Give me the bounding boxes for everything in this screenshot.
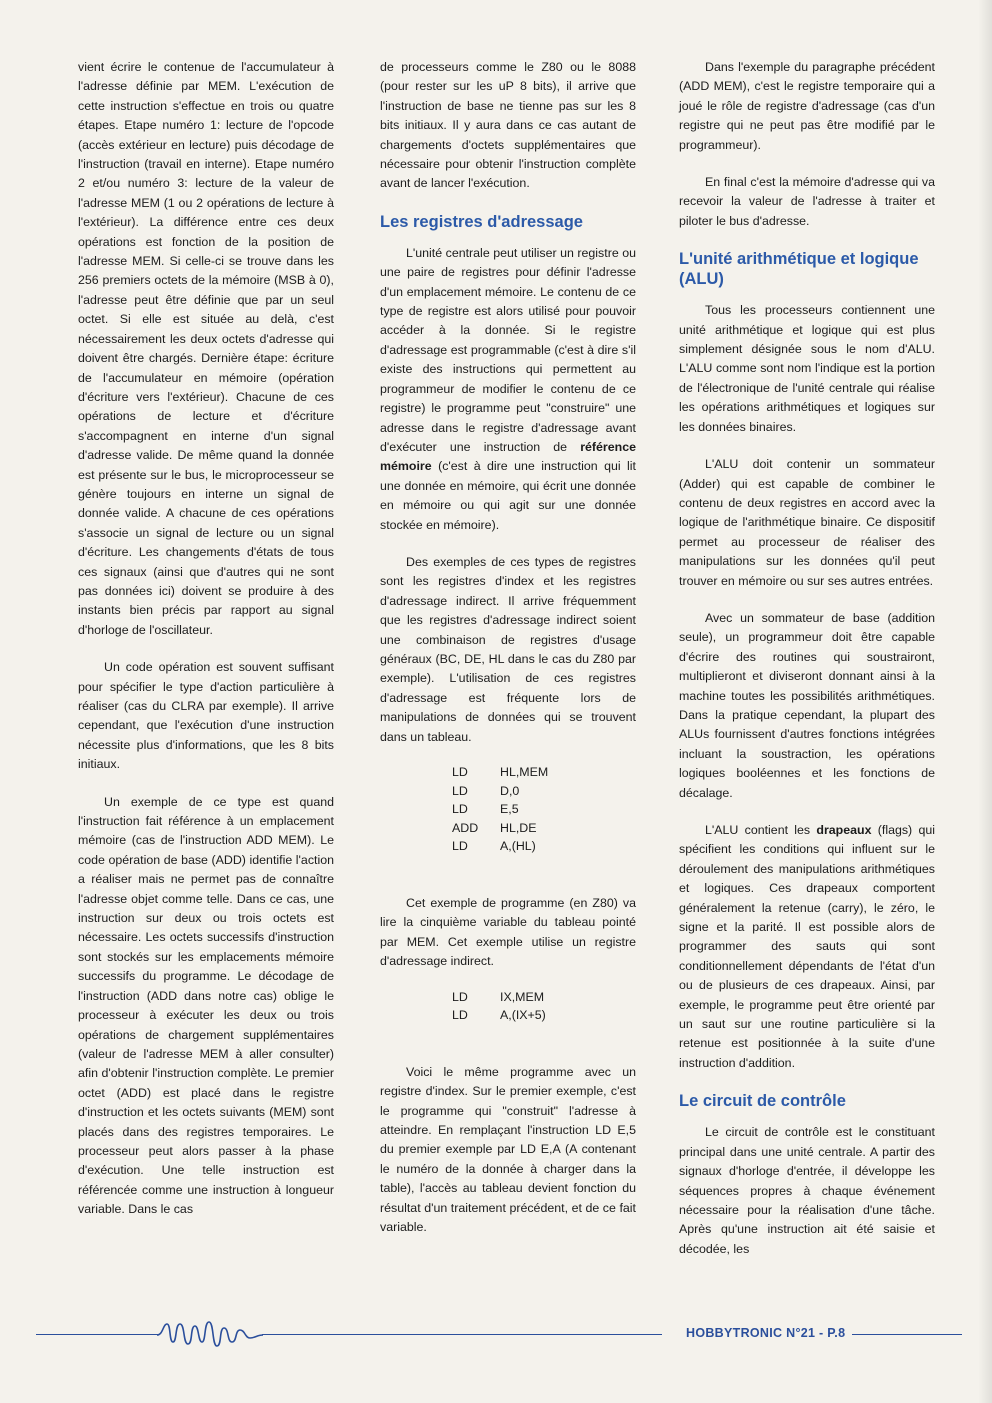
waveform-icon [155, 1316, 265, 1352]
paragraph: Un exemple de ce type est quand l'instruction fait référence à un emplacement mémoire (cas de l'instruction ADD MEM). Le code opération de base (ADD) identifie l'action a réaliser mais ne permet pas de connaître l'adresse objet comme telle. Dans ce cas, une instruction sur deux ou trois octets est nécessaire. Les octets successifs d'instruction sont stockés sur les emplacements mémoire successifs du programme. Le décodage de l'instruction (ADD dans notre cas) oblige le processeur à exécuter les deux ou trois opérations de chargement supplémentaires (valeur de l'adresse MEM à aller consulter) afin d'obtenir l'instruction complète. Le premier octet (ADD) est placé dans le registre d'instruction et les octets suivants (MEM) sont placés dans des registres temporaires. Le processeur peut alors passer à la phase d'exécution. Une telle instruction est référencée comme une instruction à longueur variable. Dans le cas [78, 794, 334, 1217]
section-heading: Le circuit de contrôle [679, 1092, 846, 1111]
page-footer [0, 1316, 992, 1356]
code-operand: E,5 [500, 802, 519, 817]
column-3 [679, 58, 935, 1277]
paragraph: Voici le même programme avec un registre d'index. Sur le premier exemple, c'est le programme qui "construit" l'adresse à atteindre. En remplaçant l'instruction LD E,5 du premier exemple par LD E,A (A contenant le numéro de la donnée à charger dans la table), l'accès au tableau devient fonction du résultat d'un traitement précédent, et de ce fait variable. [380, 1064, 636, 1235]
section-heading: Les registres d'adressage [380, 212, 583, 231]
code-operand: A,(IX+5) [500, 1008, 546, 1023]
paragraph: vient écrire le contenue de l'accumulateur à l'adresse définie par MEM. L'exécution de cette instruction s'effectue en trois ou quatre étapes. Etape numéro 1: lecture de l'opcode (accès extérieur en lecture) puis décodage de l'instruction (travail en interne). Etape numéro 2 et/ou numéro 3: lecture de la valeur de l'adresse MEM (1 ou 2 opérations de lecture à l'extérieur). La différence entre ces deux opérations est fonction de la position de l'adresse MEM. Si celle-ci se trouve dans les 256 premiers octets de la mémoire (MSB à 0), l'adresse peut être définie que par un seul octet. Si elle est située au delà, c'est nécessairement les deux octets d'adresse qui doivent être chargés. Dernière étape: écriture de l'accumulateur en mémoire (opération d'écriture vers l'extérieur). Chacune de ces opérations de lecture et d'écriture s'accompagnent en interne d'un signal d'adresse valide. De même quand la donnée est présente sur le bus, le microprocesseur se génère toujours en interne un signal de donnée valide. A chacune de ces opérations s'associe un signal de lecture ou un signal d'écriture. Les changements d'états de tous ces signaux (ainsi que d'autres qui ne sont pas données ici) doivent se produire à des instants bien précis par rapport au signal d'horloge de l'oscillateur. [78, 60, 334, 637]
section-heading: L'unité arithmétique et logique (ALU) [679, 250, 919, 289]
code-listing-2 [452, 990, 546, 1027]
footer-rule [852, 1334, 962, 1335]
code-line [452, 784, 548, 803]
page-footer-label: HOBBYTRONIC N°21 - P.8 [686, 1326, 846, 1340]
bold-term: drapeaux [816, 823, 872, 837]
paragraph-text: (flags) qui spécifient les conditions qui influent sur le déroulement des manipulations arithmétiques et logiques. Ces drapeaux comportent généralement la retenue (carry), le zéro, le signe et la parité. Il est possible alors de programmer des sauts qui sont conditionnellement dépendants de l'état d'un ou de plusieurs de ces drapeaux. Ainsi, par exemple, le programme peut être orienté par un saut sur une routine particulière si la retenue est positionnée à la suite d'une instruction d'addition. [679, 823, 935, 1070]
code-operand: HL,DE [500, 820, 537, 835]
page-edge-shadow [978, 0, 992, 1403]
bold-term: référence mémoire [380, 439, 636, 474]
code-line [452, 990, 546, 1009]
code-operand: HL,MEM [500, 765, 549, 779]
code-opcode: ADD [452, 820, 479, 835]
paragraph-text: (c'est à dire une instruction qui lit une donnée en mémoire, qui écrit une donnée en mémoire ou qui agit sur une donnée stockée en mémoire). [380, 459, 636, 532]
paragraph-text: L'unité centrale peut utiliser un registre ou une paire de registres pour définir l'adresse d'un emplacement mémoire. Le contenu de ce type de registre est alors utilisé pour pouvoir accéder à la donnée. Si le registre d'adressage est programmable (c'est à dire s'il existe des instructions qui permettent au programmeur de modifier le contenu de ce registre) le programme peut "construire" une adresse dans le registre d'adressage avant d'exécuter une instruction de [380, 245, 636, 454]
code-opcode: LD [452, 989, 468, 1004]
code-line [452, 821, 548, 840]
paragraph: Un code opération est souvent suffisant pour spécifier le type d'action particulière à réaliser (cas du CLRA par exemple). Il arrive cependant, que l'exécution d'une instruction nécessite plus d'informations, que les 8 bits initiaux. [78, 660, 334, 772]
code-line [452, 765, 548, 784]
column-1 [78, 58, 334, 1238]
paragraph: Tous les processeurs contiennent une unité arithmétique et logique qui est plus simplement désignée sous le nom d'ALU. L'ALU comme sont nom l'indique est la portion de l'électronique de l'unité centrale qui réalise les opérations arithmétiques et logiques sur les données binaires. [679, 303, 935, 434]
code-line [452, 1008, 546, 1027]
code-opcode: LD [452, 802, 468, 817]
paragraph [380, 244, 636, 535]
paragraph: de processeurs comme le Z80 ou le 8088 (pour rester sur les uP 8 bits), il arrive que l'instruction de base ne tienne pas sur les 8 bits initiaux. Il y aura dans ce cas autant de chargements d'octets supplémentaires que nécessaire pour obtenir l'instruction complète avant de lancer l'exécution. [380, 60, 636, 191]
column-2 [380, 58, 636, 1255]
paragraph: Le circuit de contrôle est le constituant principal dans une unité centrale. A partir des signaux d'horloge d'entrée, il développe les séquences propres à chaque événement nécessaire pour la réalisation d'une tâche. Après qu'une instruction ait été saisie et décodée, les [679, 1125, 935, 1256]
code-listing-1 [452, 765, 548, 858]
paragraph: L'ALU doit contenir un sommateur (Adder) qui est capable de combiner le contenu de deux registres en accord avec la logique de l'arithmétique binaire. Ce dispositif permet au processeur de réaliser des manipulations sur les données qu'il peut trouver en mémoire ou sur ses autres entrées. [679, 457, 935, 588]
paragraph [679, 821, 935, 1073]
code-operand: IX,MEM [500, 989, 545, 1004]
code-opcode: LD [452, 1008, 468, 1023]
code-line [452, 839, 548, 858]
footer-rule [36, 1334, 158, 1335]
paragraph: Avec un sommateur de base (addition seule), un programmeur doit être capable d'écrire des routines qui soustrairont, multiplieront et diviseront donnant ainsi à la machine toutes les possibilités arithmétiques. Dans la pratique cependant, la plupart des ALUs fournissent d'autres fonctions intégrées incluant la soustraction, les opérations logiques booléennes et les fonctions de décalage. [679, 610, 935, 800]
paragraph: Des exemples de ces types de registres sont les registres d'index et les registres d'adressage indirect. Il arrive fréquemment que les registres d'adressage indirect soient une combinaison de registres d'usage généraux (BC, DE, HL dans le cas du Z80 par exemple). L'utilisation de ces registres d'adressage est fréquente lors de manipulations de données qui se trouvent dans un tableau. [380, 554, 636, 744]
paragraph: En final c'est la mémoire d'adresse qui va recevoir la valeur de l'adresse à traiter et piloter le bus d'adresse. [679, 175, 935, 228]
footer-rule [262, 1334, 662, 1335]
code-line [452, 802, 548, 821]
code-opcode: LD [452, 783, 468, 798]
code-operand: A,(HL) [500, 839, 536, 854]
code-operand: D,0 [500, 783, 520, 798]
code-opcode: LD [452, 765, 468, 779]
code-opcode: LD [452, 839, 468, 854]
paragraph: Dans l'exemple du paragraphe précédent (ADD MEM), c'est le registre temporaire qui a joué le rôle de registre d'adressage (cas d'un registre qui ne peut pas être modifié par le programmeur). [679, 60, 935, 152]
paragraph-text: L'ALU contient les [705, 823, 817, 837]
paragraph: Cet exemple de programme (en Z80) va lire la cinquième variable du tableau pointé par MEM. Cet exemple utilise un registre d'adressage indirect. [380, 895, 636, 969]
